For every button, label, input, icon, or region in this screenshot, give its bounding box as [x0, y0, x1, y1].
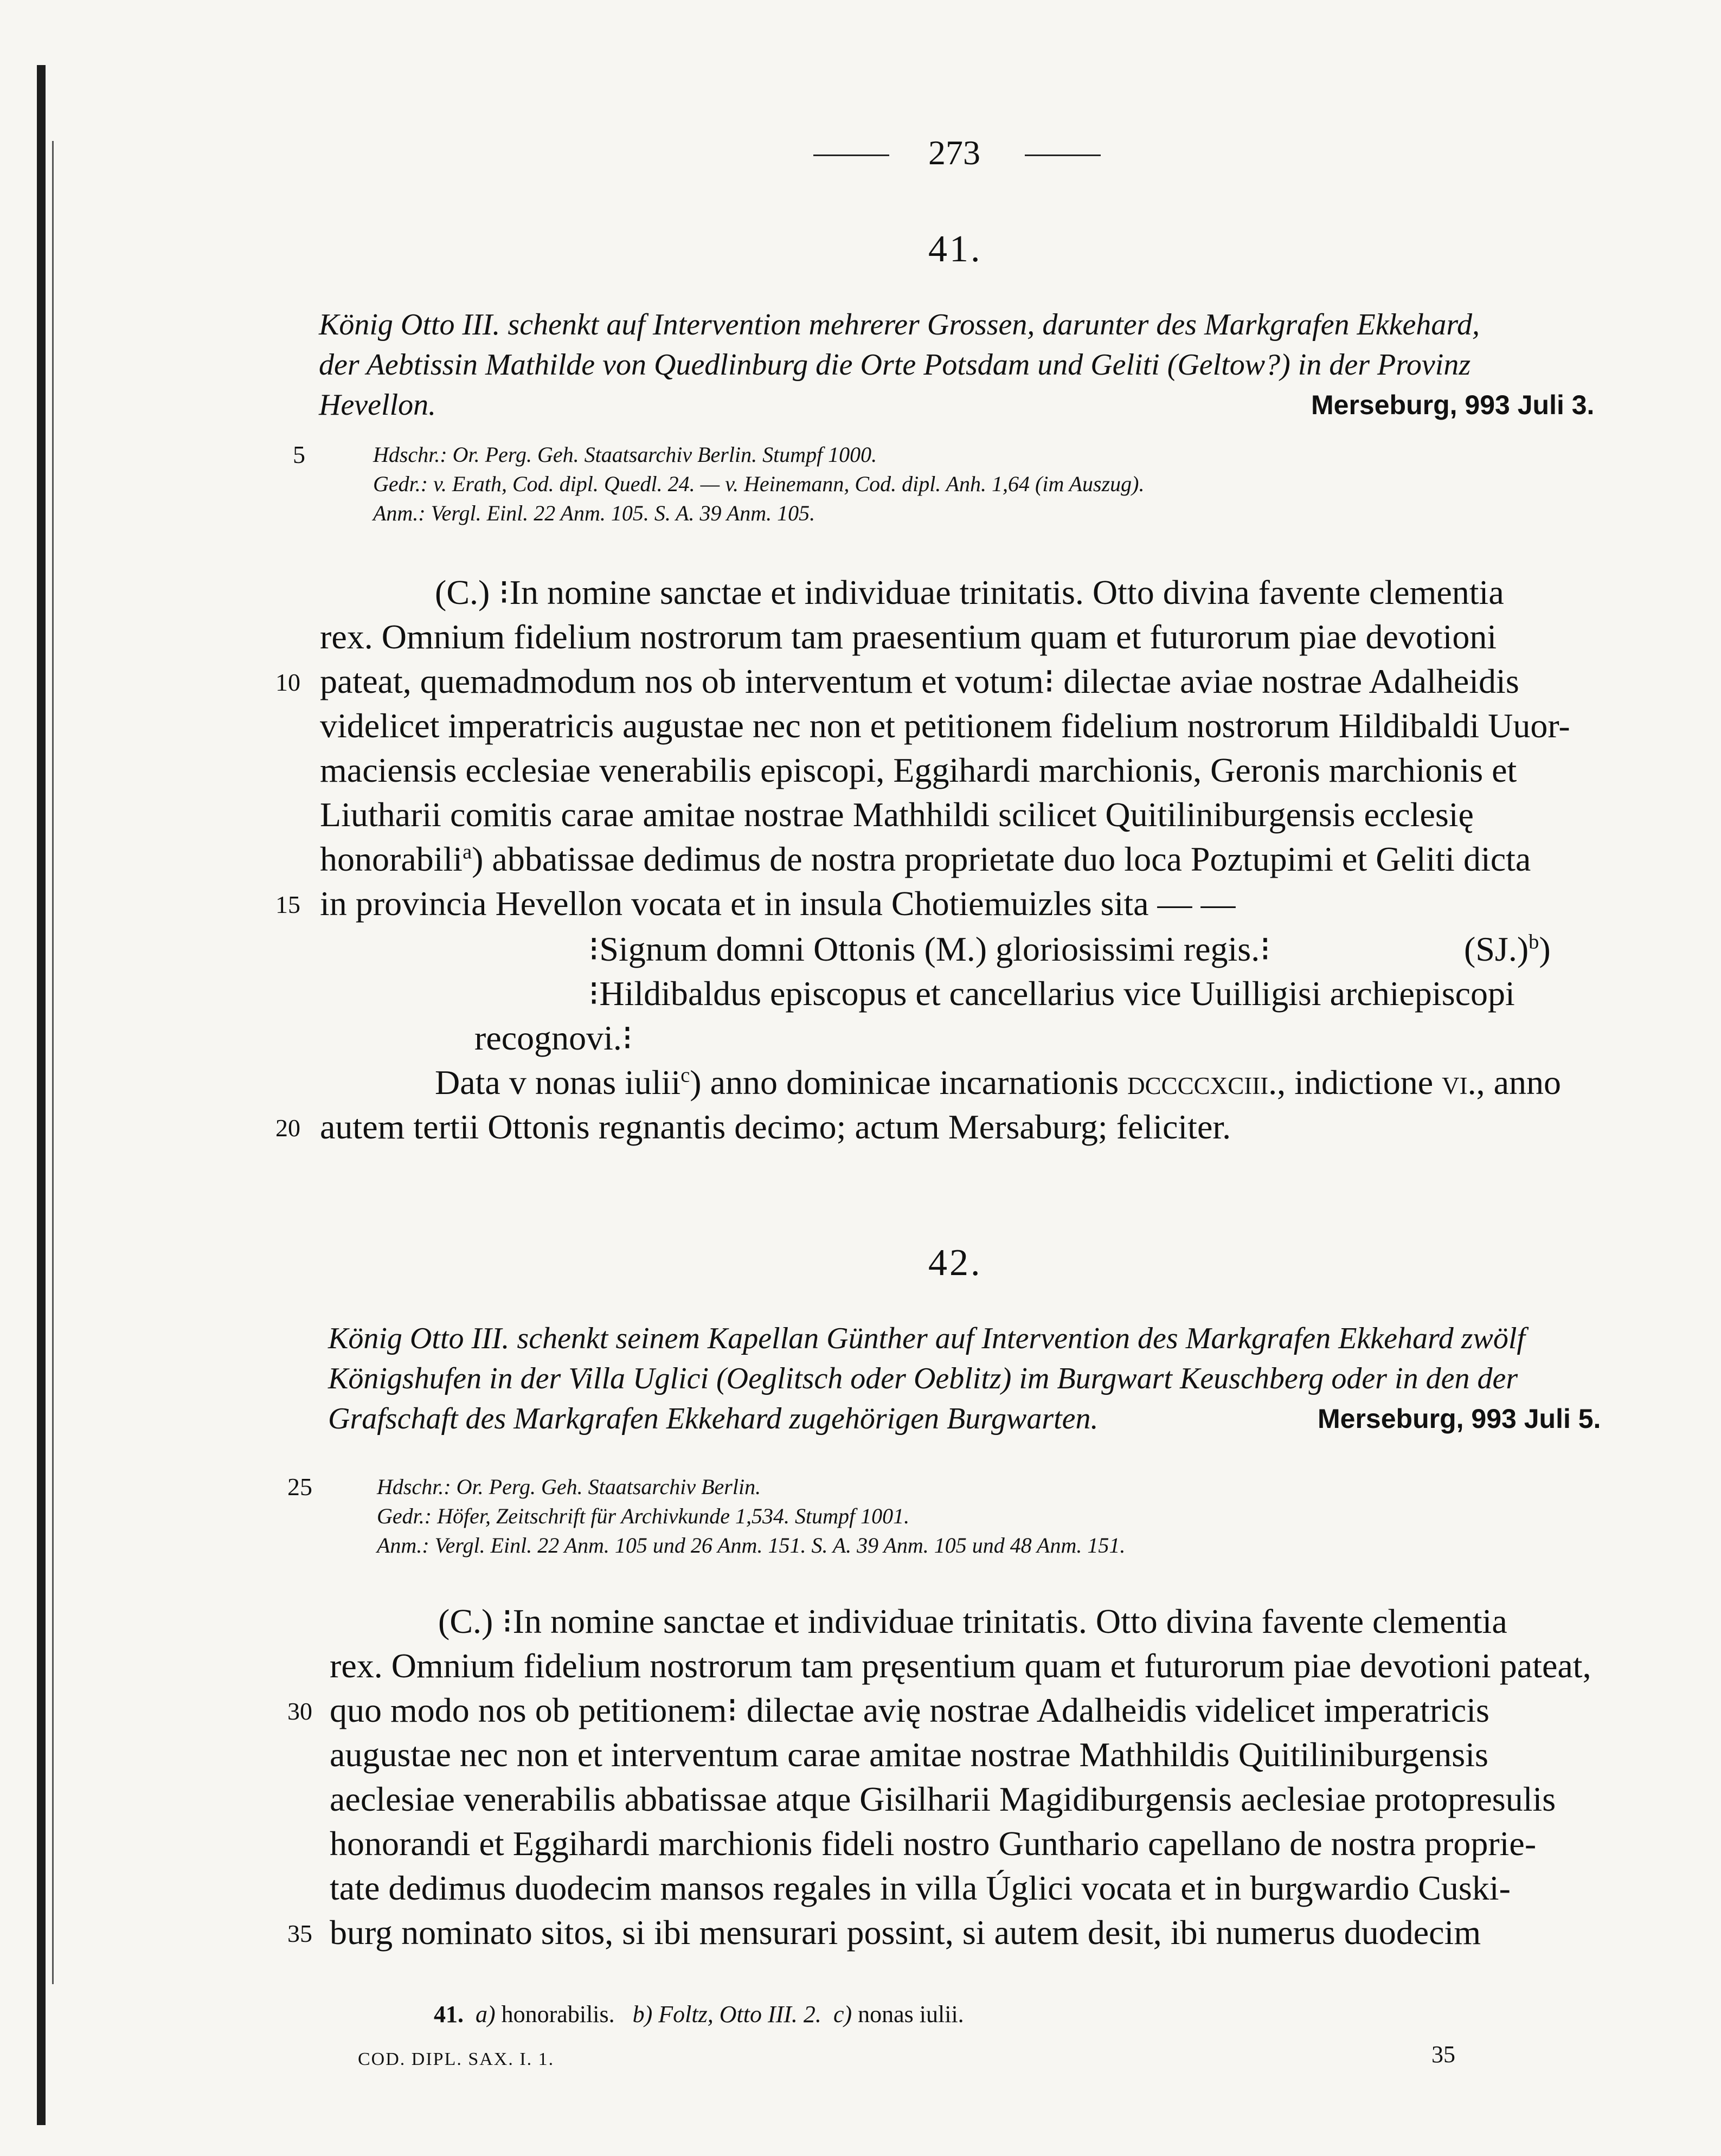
scan-edge-bar [37, 65, 46, 2125]
page-number: 273 [928, 133, 980, 172]
doc41-dating: Data v nonas iulii$^c$) anno dominicae incarnationis dccccxciii., indictione vi., anno [435, 1063, 1561, 1102]
doc41-text-line: Liutharii comitis carae amitae nostrae Mathhildi scilicet Quitiliniburgensis ecclesię [320, 795, 1474, 834]
sheet-number: 35 [1431, 2041, 1455, 2068]
doc42-text-line: quo modo nos ob petitionem⁝ dilectae avię nostrae Adalheidis videlicet imperatricis [330, 1691, 1489, 1729]
doc42-text-line: rex. Omnium fidelium nostrorum tam pręsentium quam et futurorum piae devotioni pateat, [330, 1646, 1591, 1685]
doc41-text-line: rex. Omnium fidelium nostrorum tam praesentium quam et futurorum piae devotioni [320, 617, 1497, 656]
doc41-summary-line: König Otto III. schenkt auf Intervention mehrerer Grossen, darunter des Markgrafen Ekkehard, [319, 308, 1480, 342]
doc41-text-line: pateat, quemadmodum nos ob interventum et votum⁝ dilectae aviae nostrae Adalheidis [320, 662, 1519, 700]
line-number: 25 [287, 1473, 312, 1501]
doc42-text-line: tate dedimus duodecim mansos regales in villa Úglici vocata et in burgwardio Cuski- [330, 1869, 1511, 1907]
doc41-recognition: ⁝Hildibaldus episcopus et cancellarius vice Uuilligisi archiepiscopi [588, 974, 1515, 1013]
footnote-key-a: a) [476, 2001, 496, 2028]
doc42-summary-line: Königshufen in der Villa Uglici (Oeglitsch oder Oeblitz) im Burgwart Keuschberg oder in den der [328, 1362, 1518, 1395]
header-dash-left [813, 155, 889, 156]
doc42-summary-line: König Otto III. schenkt seinem Kapellan Günther auf Intervention des Markgrafen Ekkehard zwölf [328, 1322, 1525, 1355]
doc42-text-line: aeclesiae venerabilis abbatissae atque Gisilharii Magidiburgensis aeclesiae protopresulis [330, 1780, 1556, 1818]
scan-edge-line [52, 141, 54, 1984]
doc42-text-line: augustae nec non et interventum carae amitae nostrae Mathhildis Quitiliniburgensis [330, 1735, 1488, 1774]
footnote-text-b: Foltz, Otto III. 2. [658, 2001, 821, 2028]
doc41-recognition: recognovi.⁝ [474, 1019, 633, 1057]
footnotes [434, 2000, 964, 2028]
doc41-number: 41. [928, 228, 982, 270]
doc42-meta-line: Gedr.: Höfer, Zeitschrift für Archivkunde 1,534. Stumpf 1001. [377, 1504, 910, 1528]
doc41-signum: ⁝Signum domni Ottonis (M.) gloriosissimi regis.⁝ [588, 930, 1271, 968]
doc42-summary-line: Grafschaft des Markgrafen Ekkehard zugehörigen Burgwarten. [328, 1402, 1099, 1436]
doc41-text-line: in provincia Hevellon vocata et in insula Chotiemuizles sita — — [320, 884, 1236, 923]
doc41-sigillum: $(SJ.)^b$) [1464, 930, 1551, 968]
doc42-meta-line: Anm.: Vergl. Einl. 22 Anm. 105 und 26 Anm. 151. S. A. 39 Anm. 105 und 48 Anm. 151. [377, 1533, 1126, 1558]
doc42-number: 42. [928, 1242, 982, 1284]
doc41-text-line: videlicet imperatricis augustae nec non et petitionem fidelium nostrorum Hildibaldi Uuor- [320, 706, 1570, 745]
line-number: 15 [275, 891, 300, 918]
footnote-key-c: c) [833, 2001, 852, 2028]
doc42-place-date: Merseburg, 993 Juli 5. [1318, 1404, 1601, 1434]
line-number: 5 [293, 441, 305, 468]
doc41-summary-line: der Aebtissin Mathilde von Quedlinburg die Orte Potsdam und Geliti (Geltow?) in der Provinz [319, 348, 1471, 382]
doc42-text-line: honorandi et Eggihardi marchionis fideli nostro Gunthario capellano de nostra proprie- [330, 1824, 1537, 1863]
footnote-label: 41. [434, 2001, 464, 2028]
line-number: 20 [275, 1114, 300, 1142]
printer-signature: COD. DIPL. SAX. I. 1. [358, 2049, 555, 2069]
line-number: 30 [287, 1697, 312, 1725]
footnote-key-b: b) [632, 2001, 653, 2028]
doc41-summary-line: Hevellon. [319, 388, 436, 422]
doc41-place-date: Merseburg, 993 Juli 3. [1311, 390, 1595, 420]
doc42-text-line: burg nominato sitos, si ibi mensurari possint, si autem desit, ibi numerus duodecim [330, 1913, 1481, 1952]
doc41-text-line: maciensis ecclesiae venerabilis episcopi, Eggihardi marchionis, Geronis marchionis et [320, 751, 1517, 789]
doc41-meta-line: Gedr.: v. Erath, Cod. dipl. Quedl. 24. — v. Heinemann, Cod. dipl. Anh. 1,64 (im Auszug). [373, 472, 1145, 496]
line-number: 10 [275, 668, 300, 696]
header-dash-right [1025, 155, 1101, 156]
doc41-meta-line: Anm.: Vergl. Einl. 22 Anm. 105. S. A. 39 Anm. 105. [373, 501, 815, 525]
doc41-meta-line: Hdschr.: Or. Perg. Geh. Staatsarchiv Berlin. Stumpf 1000. [373, 442, 877, 467]
doc41-text-line: honorabili$^a$) abbatissae dedimus de nostra proprietate duo loca Poztupimi et Geliti dicta [320, 840, 1531, 878]
doc42-text-line: (C.) ⁝In nomine sanctae et individuae trinitatis. Otto divina favente clementia [438, 1602, 1507, 1640]
doc42-meta-line: Hdschr.: Or. Perg. Geh. Staatsarchiv Berlin. [377, 1475, 761, 1499]
doc41-text-line: autem tertii Ottonis regnantis decimo; actum Mersaburg; feliciter. [320, 1108, 1231, 1146]
doc41-text-line: (C.) ⁝In nomine sanctae et individuae trinitatis. Otto divina favente clementia [435, 573, 1504, 612]
line-number: 35 [287, 1920, 312, 1947]
footnote-text-c: nonas iulii. [858, 2001, 964, 2028]
footnote-text-a: honorabilis. [501, 2001, 615, 2028]
